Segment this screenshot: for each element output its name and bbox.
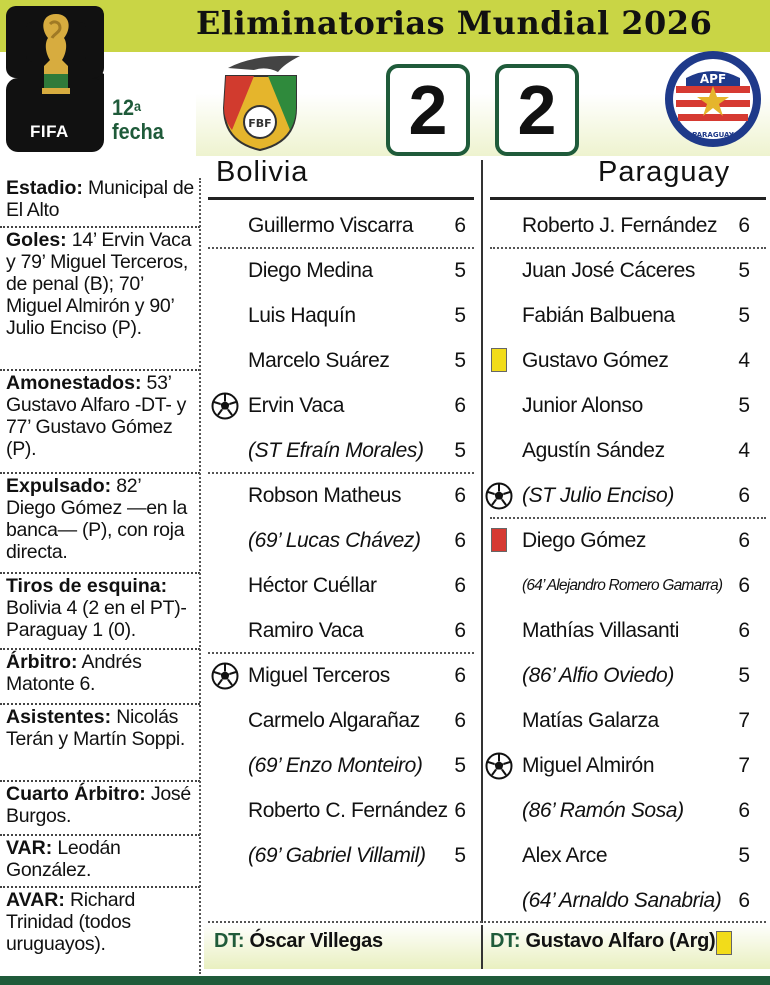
- goal-ball-icon: [485, 481, 513, 509]
- substitute-row: [0, 788, 770, 833]
- substitute-row: [0, 473, 770, 518]
- player-rating: 6: [454, 394, 466, 417]
- info-corners: Tiros de esquina: Bolivia 4 (2 en el PT)-Paraguay 1 (0).: [0, 574, 200, 650]
- bolivia-crest: [208, 50, 312, 152]
- player-name: Mathías Villasanti: [522, 619, 679, 642]
- paraguay-crest-subtext: PARAGUAY: [692, 131, 734, 139]
- player-rating: 6: [454, 214, 466, 237]
- player-row: [0, 428, 770, 473]
- bottom-bar: [0, 976, 770, 985]
- player-row: [0, 293, 770, 338]
- round-label: [112, 96, 164, 144]
- player-name: (86’ Ramón Sosa): [522, 799, 684, 822]
- player-rating: 6: [738, 214, 750, 237]
- player-name: Diego Medina: [248, 259, 373, 282]
- player-name: Ervin Vaca: [248, 394, 344, 417]
- player-name: (69’ Gabriel Villamil): [248, 844, 426, 867]
- round-word: fecha: [112, 119, 164, 144]
- player-rating: 5: [454, 349, 466, 372]
- player-name: (64’ Arnaldo Sanabria): [522, 889, 722, 912]
- player-name: Luis Haquín: [248, 304, 356, 327]
- player-name: Miguel Almirón: [522, 754, 655, 777]
- paraguay-crest-text: APF: [699, 72, 727, 86]
- player-rating: 5: [738, 664, 750, 687]
- player-rating: 5: [738, 844, 750, 867]
- player-name: Carmelo Algarañaz: [248, 709, 420, 732]
- player-rating: 6: [454, 574, 466, 597]
- player-rating: 6: [454, 799, 466, 822]
- goal-ball-icon: [485, 751, 513, 779]
- player-name: (69’ Enzo Monteiro): [248, 754, 423, 777]
- coaches-divider: [481, 925, 483, 969]
- player-name: Roberto C. Fernández: [248, 799, 448, 822]
- info-fourth-official: Cuarto Árbitro: José Burgos.: [0, 782, 200, 836]
- player-rating: 5: [454, 754, 466, 777]
- player-name: Juan José Cáceres: [522, 259, 695, 282]
- player-rating: 5: [454, 259, 466, 282]
- player-rating: 6: [454, 484, 466, 507]
- player-rating: 5: [738, 304, 750, 327]
- player-rating: 6: [454, 664, 466, 687]
- player-name: (86’ Alfio Oviedo): [522, 664, 674, 687]
- page-title: Eliminatorias Mundial 2026: [196, 4, 713, 42]
- info-stadium: Estadio: Municipal de El Alto: [0, 176, 200, 228]
- player-row: [0, 383, 770, 428]
- yellow-card-icon: [716, 931, 732, 955]
- player-row: [0, 338, 770, 383]
- player-name: Alex Arce: [522, 844, 608, 867]
- player-rating: 6: [738, 484, 750, 507]
- info-assistants: Asistentes: Nicolás Terán y Martín Soppi.: [0, 705, 200, 782]
- paraguay-crest: [664, 50, 762, 148]
- player-name: Guillermo Viscarra: [248, 214, 414, 237]
- player-rating: 6: [738, 889, 750, 912]
- player-name: Miguel Terceros: [248, 664, 390, 687]
- home-score: 2: [386, 64, 470, 156]
- player-name: (ST Julio Enciso): [522, 484, 674, 507]
- player-row: [0, 203, 770, 248]
- player-rating: 7: [738, 709, 750, 732]
- player-rating: 6: [454, 619, 466, 642]
- player-rating: 6: [738, 619, 750, 642]
- svg-text:FBF: FBF: [248, 117, 272, 130]
- info-referee: Árbitro: Andrés Matonte 6.: [0, 650, 200, 705]
- info-sent-off: Expulsado: 82’ Diego Gómez —en la banca— (P), con roja directa.: [0, 474, 200, 574]
- player-rating: 4: [738, 439, 750, 462]
- player-row: [0, 743, 770, 788]
- player-rating: 6: [454, 709, 466, 732]
- substitute-row: [0, 653, 770, 698]
- info-avar: AVAR: Richard Trinidad (todos uruguayos).: [6, 889, 136, 955]
- yellow-card-icon: [491, 348, 507, 372]
- coaches-rule: [208, 921, 766, 923]
- player-rating: 6: [738, 529, 750, 552]
- row-separator: [490, 247, 766, 249]
- player-row: [0, 518, 770, 563]
- player-name: Roberto J. Fernández: [522, 214, 718, 237]
- player-row: [0, 608, 770, 653]
- player-rating: 6: [738, 574, 750, 597]
- player-rating: 7: [738, 754, 750, 777]
- player-rating: 4: [738, 349, 750, 372]
- away-score: 2: [495, 64, 579, 156]
- fifa-logo-text: FIFA: [30, 122, 69, 141]
- player-name: (64’ Alejandro Romero Gamarra): [522, 577, 723, 594]
- player-row: [0, 833, 770, 878]
- player-rating: 5: [738, 259, 750, 282]
- player-name: Junior Alonso: [522, 394, 643, 417]
- round-number: 12: [112, 95, 135, 120]
- player-name: (ST Efraín Morales): [248, 439, 424, 462]
- player-name: Matías Galarza: [522, 709, 659, 732]
- player-name: Marcelo Suárez: [248, 349, 390, 372]
- bolivia-header-rule: [208, 197, 474, 200]
- player-name: Agustín Sández: [522, 439, 665, 462]
- player-row: [0, 248, 770, 293]
- player-name: Diego Gómez: [522, 529, 646, 552]
- info-goals: Goles: 14’ Ervin Vaca y 79’ Miguel Terceros, de penal (B); 70’ Miguel Almirón y 90’ Julio Enciso (P).: [0, 228, 200, 371]
- info-var: VAR: Leodán González.: [0, 836, 200, 888]
- player-name: Robson Matheus: [248, 484, 402, 507]
- row-separator: [490, 517, 766, 519]
- info-cautions: Amonestados: 53’ Gustavo Alfaro -DT- y 77’ Gustavo Gómez (P).: [0, 371, 200, 474]
- player-rating: 5: [454, 304, 466, 327]
- home-team-name: Bolivia: [216, 156, 309, 188]
- red-card-icon: [491, 528, 507, 552]
- player-rating: 5: [454, 439, 466, 462]
- player-name: (69’ Lucas Chávez): [248, 529, 421, 552]
- bolivia-coach: DT: Óscar Villegas: [214, 930, 383, 952]
- substitute-row: [0, 878, 770, 923]
- player-name: Ramiro Vaca: [248, 619, 364, 642]
- round-suffix: a: [134, 98, 142, 114]
- player-rating: 5: [738, 394, 750, 417]
- player-rating: 6: [738, 799, 750, 822]
- paraguay-coach: DT: Gustavo Alfaro (Arg): [490, 930, 716, 952]
- player-rating: 6: [454, 529, 466, 552]
- paraguay-header-rule: [490, 197, 766, 200]
- player-rating: 5: [454, 844, 466, 867]
- player-name: Héctor Cuéllar: [248, 574, 377, 597]
- substitute-row: [0, 563, 770, 608]
- away-team-name: Paraguay: [598, 156, 731, 188]
- player-name: Gustavo Gómez: [522, 349, 669, 372]
- player-name: Fabián Balbuena: [522, 304, 675, 327]
- player-row: [0, 698, 770, 743]
